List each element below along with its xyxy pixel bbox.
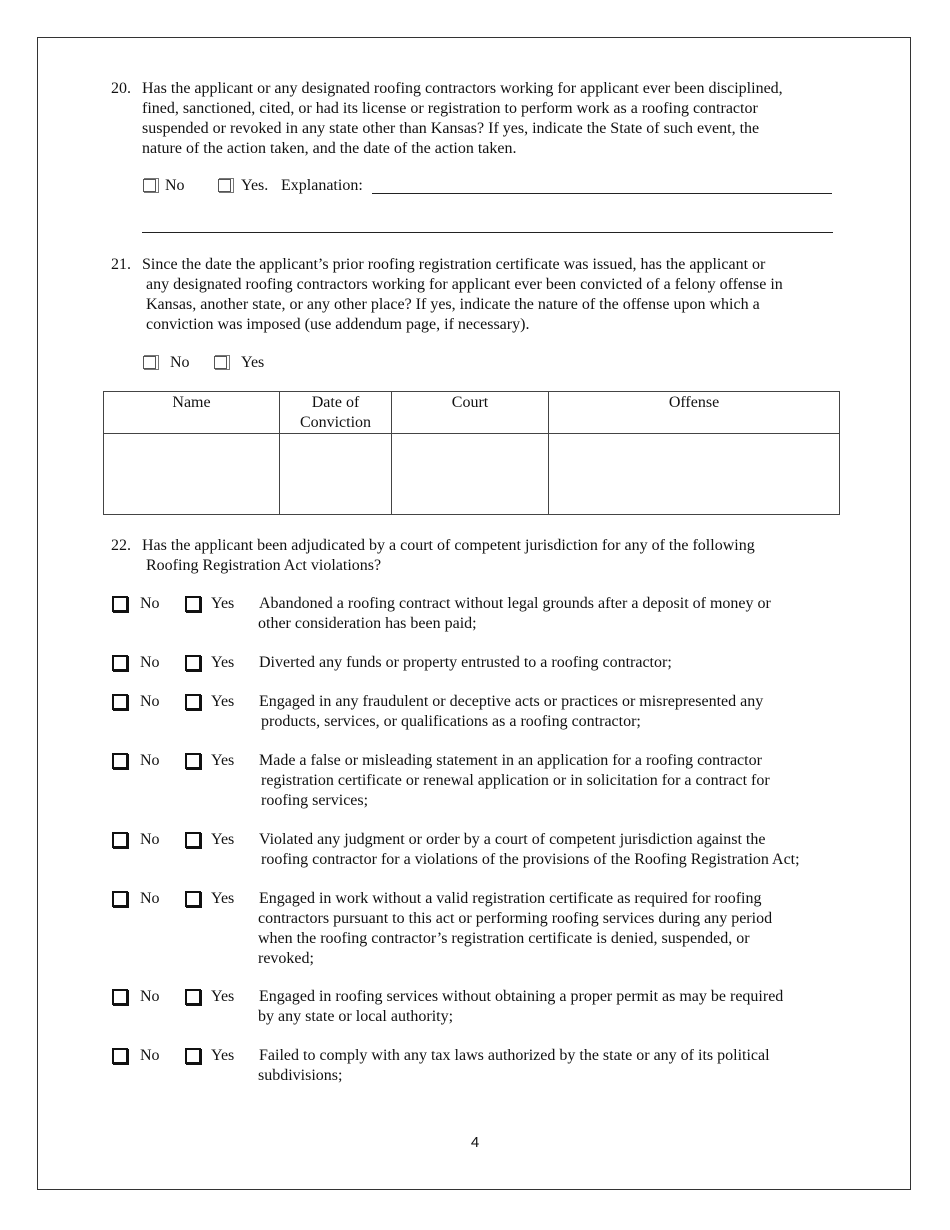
cell-offense[interactable] bbox=[549, 434, 840, 515]
violation-1-yes-checkbox[interactable] bbox=[185, 596, 201, 612]
violation-line: when the roofing contractor’s registration certificate is denied, suspended, or bbox=[258, 930, 750, 947]
violation-5-yes-checkbox[interactable] bbox=[185, 832, 201, 848]
violation-3-text bbox=[258, 692, 848, 732]
q21-line: any designated roofing contractors working for applicant ever been convicted of a felony offense in bbox=[146, 276, 783, 293]
violation-line: Engaged in work without a valid registration certificate as required for roofing bbox=[259, 890, 762, 907]
violation-2-yes-label: Yes bbox=[211, 654, 235, 671]
violation-3-yes-label: Yes bbox=[211, 693, 235, 710]
q21-yes-option[interactable] bbox=[214, 353, 264, 373]
violation-line: Engaged in roofing services without obtaining a proper permit as may be required bbox=[259, 988, 784, 1005]
q22-text bbox=[142, 536, 842, 576]
violation-5-yes-label: Yes bbox=[211, 831, 235, 848]
violation-8-text bbox=[258, 1046, 848, 1086]
violation-4-yes-checkbox[interactable] bbox=[185, 753, 201, 769]
col-header-date-of-conviction bbox=[280, 392, 392, 434]
violation-1-no-checkbox[interactable] bbox=[112, 596, 128, 612]
q21-number: 21. bbox=[111, 256, 131, 273]
cell-court[interactable] bbox=[392, 434, 549, 515]
violation-line: roofing services; bbox=[261, 792, 369, 809]
violation-8-yes-label: Yes bbox=[211, 1047, 235, 1064]
violation-line: Made a false or misleading statement in an application for a roofing contractor bbox=[259, 752, 762, 769]
violation-8-yes-checkbox[interactable] bbox=[185, 1048, 201, 1064]
violation-6-text bbox=[258, 889, 848, 969]
violation-2-yes-checkbox[interactable] bbox=[185, 655, 201, 671]
q22-number: 22. bbox=[111, 537, 131, 554]
violation-line: revoked; bbox=[258, 950, 314, 967]
violation-7-yes-checkbox[interactable] bbox=[185, 989, 201, 1005]
violation-4-no-checkbox[interactable] bbox=[112, 753, 128, 769]
violation-line: other consideration has been paid; bbox=[258, 615, 477, 632]
col-header-court: Court bbox=[392, 392, 549, 434]
q22-line: Roofing Registration Act violations? bbox=[146, 557, 382, 574]
violation-4-no-label: No bbox=[140, 752, 160, 769]
q20-line: fined, sanctioned, cited, or had its license or registration to perform work as a roofing contractor bbox=[142, 100, 758, 117]
violation-line: Diverted any funds or property entrusted to a roofing contractor; bbox=[259, 654, 672, 671]
violation-8-no-checkbox[interactable] bbox=[112, 1048, 128, 1064]
q20-number: 20. bbox=[111, 80, 131, 97]
violation-8-no-label: No bbox=[140, 1047, 160, 1064]
violation-6-no-checkbox[interactable] bbox=[112, 891, 128, 907]
q21-text bbox=[142, 255, 842, 335]
q20-no-checkbox[interactable] bbox=[143, 179, 156, 192]
q20-explanation-input-line-2[interactable] bbox=[142, 232, 833, 233]
violation-line: registration certificate or renewal application or in solicitation for a contract for bbox=[261, 772, 770, 789]
q21-yes-checkbox[interactable] bbox=[214, 356, 227, 369]
violation-2-no-checkbox[interactable] bbox=[112, 655, 128, 671]
conviction-table bbox=[103, 391, 840, 515]
q20-line: suspended or revoked in any state other than Kansas? If yes, indicate the State of such event, the bbox=[142, 120, 760, 137]
violation-7-no-checkbox[interactable] bbox=[112, 989, 128, 1005]
col-header-name: Name bbox=[104, 392, 280, 434]
q20-line: nature of the action taken, and the date of the action taken. bbox=[142, 140, 517, 157]
cell-date-of-conviction[interactable] bbox=[280, 434, 392, 515]
violation-5-text bbox=[258, 830, 848, 870]
q20-yes-option[interactable] bbox=[218, 176, 268, 196]
violation-7-yes-label: Yes bbox=[211, 988, 235, 1005]
q21-line: Since the date the applicant’s prior roofing registration certificate was issued, has the applicant or bbox=[142, 256, 766, 273]
violation-2-text bbox=[258, 653, 848, 673]
violation-5-no-label: No bbox=[140, 831, 160, 848]
violation-6-no-label: No bbox=[140, 890, 160, 907]
q21-no-option[interactable] bbox=[143, 353, 190, 373]
q20-explanation-input-line[interactable] bbox=[372, 193, 832, 194]
violation-line: roofing contractor for a violations of the provisions of the Roofing Registration Act; bbox=[261, 851, 800, 868]
violation-7-text bbox=[258, 987, 848, 1027]
violation-1-yes-label: Yes bbox=[211, 595, 235, 612]
violation-7-no-label: No bbox=[140, 988, 160, 1005]
col-header-date-of-conviction-text: Date of Conviction bbox=[299, 394, 372, 431]
q20-no-label: No bbox=[165, 177, 185, 194]
q20-no-option[interactable] bbox=[143, 176, 185, 196]
violation-line: contractors pursuant to this act or performing roofing services during any period bbox=[258, 910, 773, 927]
violation-3-no-checkbox[interactable] bbox=[112, 694, 128, 710]
violation-6-yes-checkbox[interactable] bbox=[185, 891, 201, 907]
violation-6-yes-label: Yes bbox=[211, 890, 235, 907]
violation-1-no-label: No bbox=[140, 595, 160, 612]
q21-no-label: No bbox=[170, 354, 190, 371]
violation-line: Abandoned a roofing contract without legal grounds after a deposit of money or bbox=[259, 595, 771, 612]
q20-line: Has the applicant or any designated roofing contractors working for applicant ever been disciplined, bbox=[142, 80, 783, 97]
q21-line: Kansas, another state, or any other place? If yes, indicate the nature of the offense upon which a bbox=[146, 296, 760, 313]
cell-name[interactable] bbox=[104, 434, 280, 515]
table-row bbox=[104, 434, 840, 515]
conviction-table-header-row bbox=[104, 392, 840, 434]
violation-line: Engaged in any fraudulent or deceptive acts or practices or misrepresented any bbox=[259, 693, 764, 710]
violation-line: products, services, or qualifications as a roofing contractor; bbox=[261, 713, 641, 730]
col-header-offense: Offense bbox=[549, 392, 840, 434]
q20-explanation-label: Explanation: bbox=[281, 177, 363, 194]
q20-text bbox=[142, 79, 842, 159]
violation-5-no-checkbox[interactable] bbox=[112, 832, 128, 848]
q22-line: Has the applicant been adjudicated by a court of competent jurisdiction for any of the following bbox=[142, 537, 755, 554]
violation-3-no-label: No bbox=[140, 693, 160, 710]
page-number: 4 bbox=[470, 1134, 480, 1151]
violation-line: Violated any judgment or order by a court of competent jurisdiction against the bbox=[259, 831, 766, 848]
violation-4-text bbox=[258, 751, 848, 811]
q20-yes-label: Yes. bbox=[241, 177, 269, 194]
violation-2-no-label: No bbox=[140, 654, 160, 671]
violation-3-yes-checkbox[interactable] bbox=[185, 694, 201, 710]
violation-line: by any state or local authority; bbox=[258, 1008, 454, 1025]
violation-1-text bbox=[258, 594, 848, 634]
violation-line: Failed to comply with any tax laws authorized by the state or any of its political bbox=[259, 1047, 770, 1064]
q21-line: conviction was imposed (use addendum page, if necessary). bbox=[146, 316, 530, 333]
q21-no-checkbox[interactable] bbox=[143, 356, 156, 369]
violation-line: subdivisions; bbox=[258, 1067, 343, 1084]
violation-4-yes-label: Yes bbox=[211, 752, 235, 769]
q21-yes-label: Yes bbox=[241, 354, 265, 371]
q20-yes-checkbox[interactable] bbox=[218, 179, 231, 192]
